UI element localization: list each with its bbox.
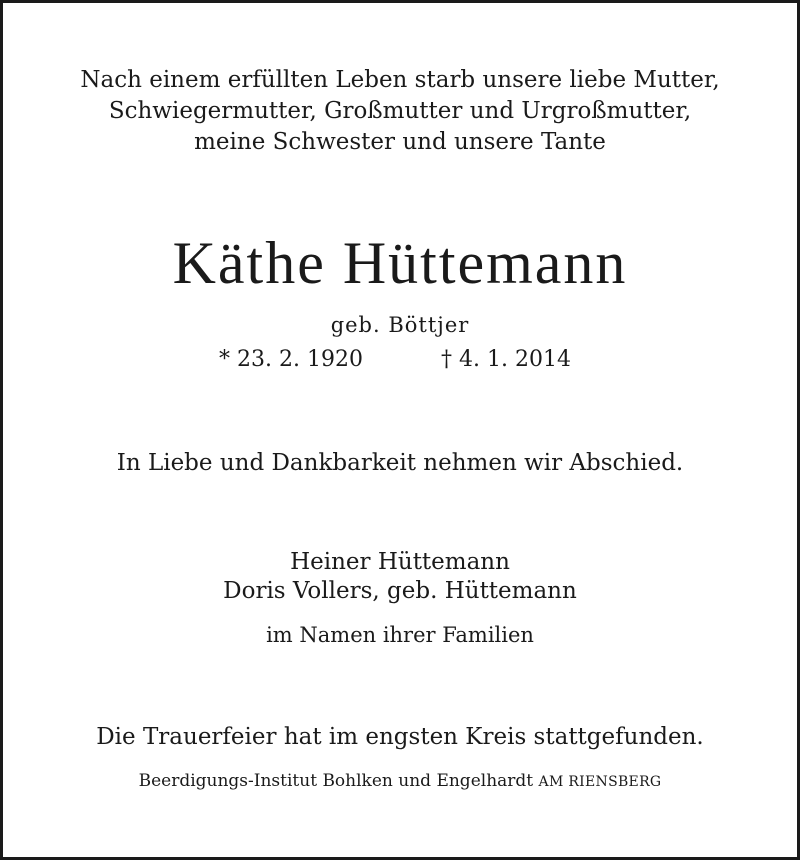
ceremony-note: Die Trauerfeier hat im engsten Kreis stattgefunden. [96, 724, 704, 750]
signer-name: Heiner Hüttemann [290, 549, 510, 575]
signer-name: Doris Vollers, geb. Hüttemann [223, 578, 577, 604]
family-note: im Namen ihrer Familien [266, 623, 534, 647]
intro-text [3, 65, 797, 158]
signers [3, 548, 797, 606]
death-date: † 4. 1. 2014 [441, 347, 571, 372]
intro-line-2: Schwiegermutter, Großmutter und Urgroßmutter, [108, 98, 692, 124]
institute-location: AM RIENSBERG [538, 774, 662, 790]
farewell-text: In Liebe und Dankbarkeit nehmen wir Abschied. [116, 450, 684, 476]
deceased-name: Käthe Hüttemann [172, 230, 628, 296]
maiden-name: geb. Böttjer [330, 313, 470, 337]
institute-name: Beerdigungs-Institut Bohlken und Engelhardt [138, 771, 534, 791]
funeral-institute [3, 769, 797, 794]
intro-line-1: Nach einem erfüllten Leben starb unsere liebe Mutter, [80, 67, 720, 93]
intro-line-3: meine Schwester und unsere Tante [194, 129, 606, 155]
life-dates [3, 346, 797, 374]
birth-date: * 23. 2. 1920 [219, 347, 363, 372]
